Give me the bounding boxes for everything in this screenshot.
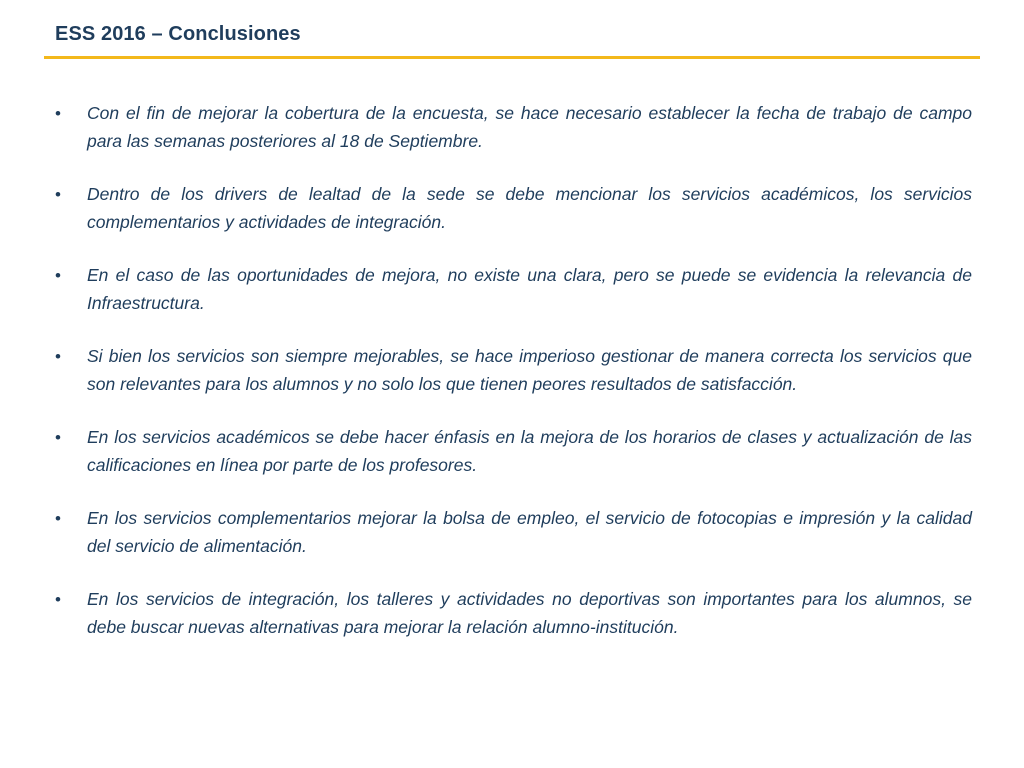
bullet-icon: • bbox=[55, 266, 61, 285]
bullet-icon: • bbox=[55, 185, 61, 204]
bullet-text: En los servicios complementarios mejorar la bolsa de empleo, el servicio de fotocopias e impresión y la calidad del servicio de alimentación. bbox=[87, 508, 972, 556]
list-item bbox=[55, 181, 972, 236]
list-item bbox=[55, 343, 972, 398]
list-item bbox=[55, 262, 972, 317]
list-item bbox=[55, 586, 972, 641]
bullet-icon: • bbox=[55, 347, 61, 366]
bullet-icon: • bbox=[55, 428, 61, 447]
bullet-text: Con el fin de mejorar la cobertura de la encuesta, se hace necesario establecer la fecha de trabajo de campo para las semanas posteriores al 18 de Septiembre. bbox=[87, 103, 972, 151]
title-underline-divider bbox=[44, 56, 980, 59]
bullet-icon: • bbox=[55, 104, 61, 123]
bullet-text: En los servicios de integración, los talleres y actividades no deportivas son importantes para los alumnos, se debe buscar nuevas alternativas para mejorar la relación alumno-institución. bbox=[87, 589, 972, 637]
list-item bbox=[55, 505, 972, 560]
list-item bbox=[55, 424, 972, 479]
bullet-text: Si bien los servicios son siempre mejorables, se hace imperioso gestionar de manera correcta los servicios que son relevantes para los alumnos y no solo los que tienen peores resultados de satisfacción. bbox=[87, 346, 972, 394]
list-item bbox=[55, 100, 972, 155]
bullet-text: En el caso de las oportunidades de mejora, no existe una clara, pero se puede se evidencia la relevancia de Infraestructura. bbox=[87, 265, 972, 313]
bullet-icon: • bbox=[55, 590, 61, 609]
conclusions-bullet-list bbox=[55, 100, 972, 667]
bullet-text: Dentro de los drivers de lealtad de la sede se debe mencionar los servicios académicos, los servicios complementarios y actividades de integración. bbox=[87, 184, 972, 232]
slide-title: ESS 2016 – Conclusiones bbox=[55, 23, 301, 45]
bullet-icon: • bbox=[55, 509, 61, 528]
bullet-text: En los servicios académicos se debe hacer énfasis en la mejora de los horarios de clases y actualización de las calificaciones en línea por parte de los profesores. bbox=[87, 427, 972, 475]
